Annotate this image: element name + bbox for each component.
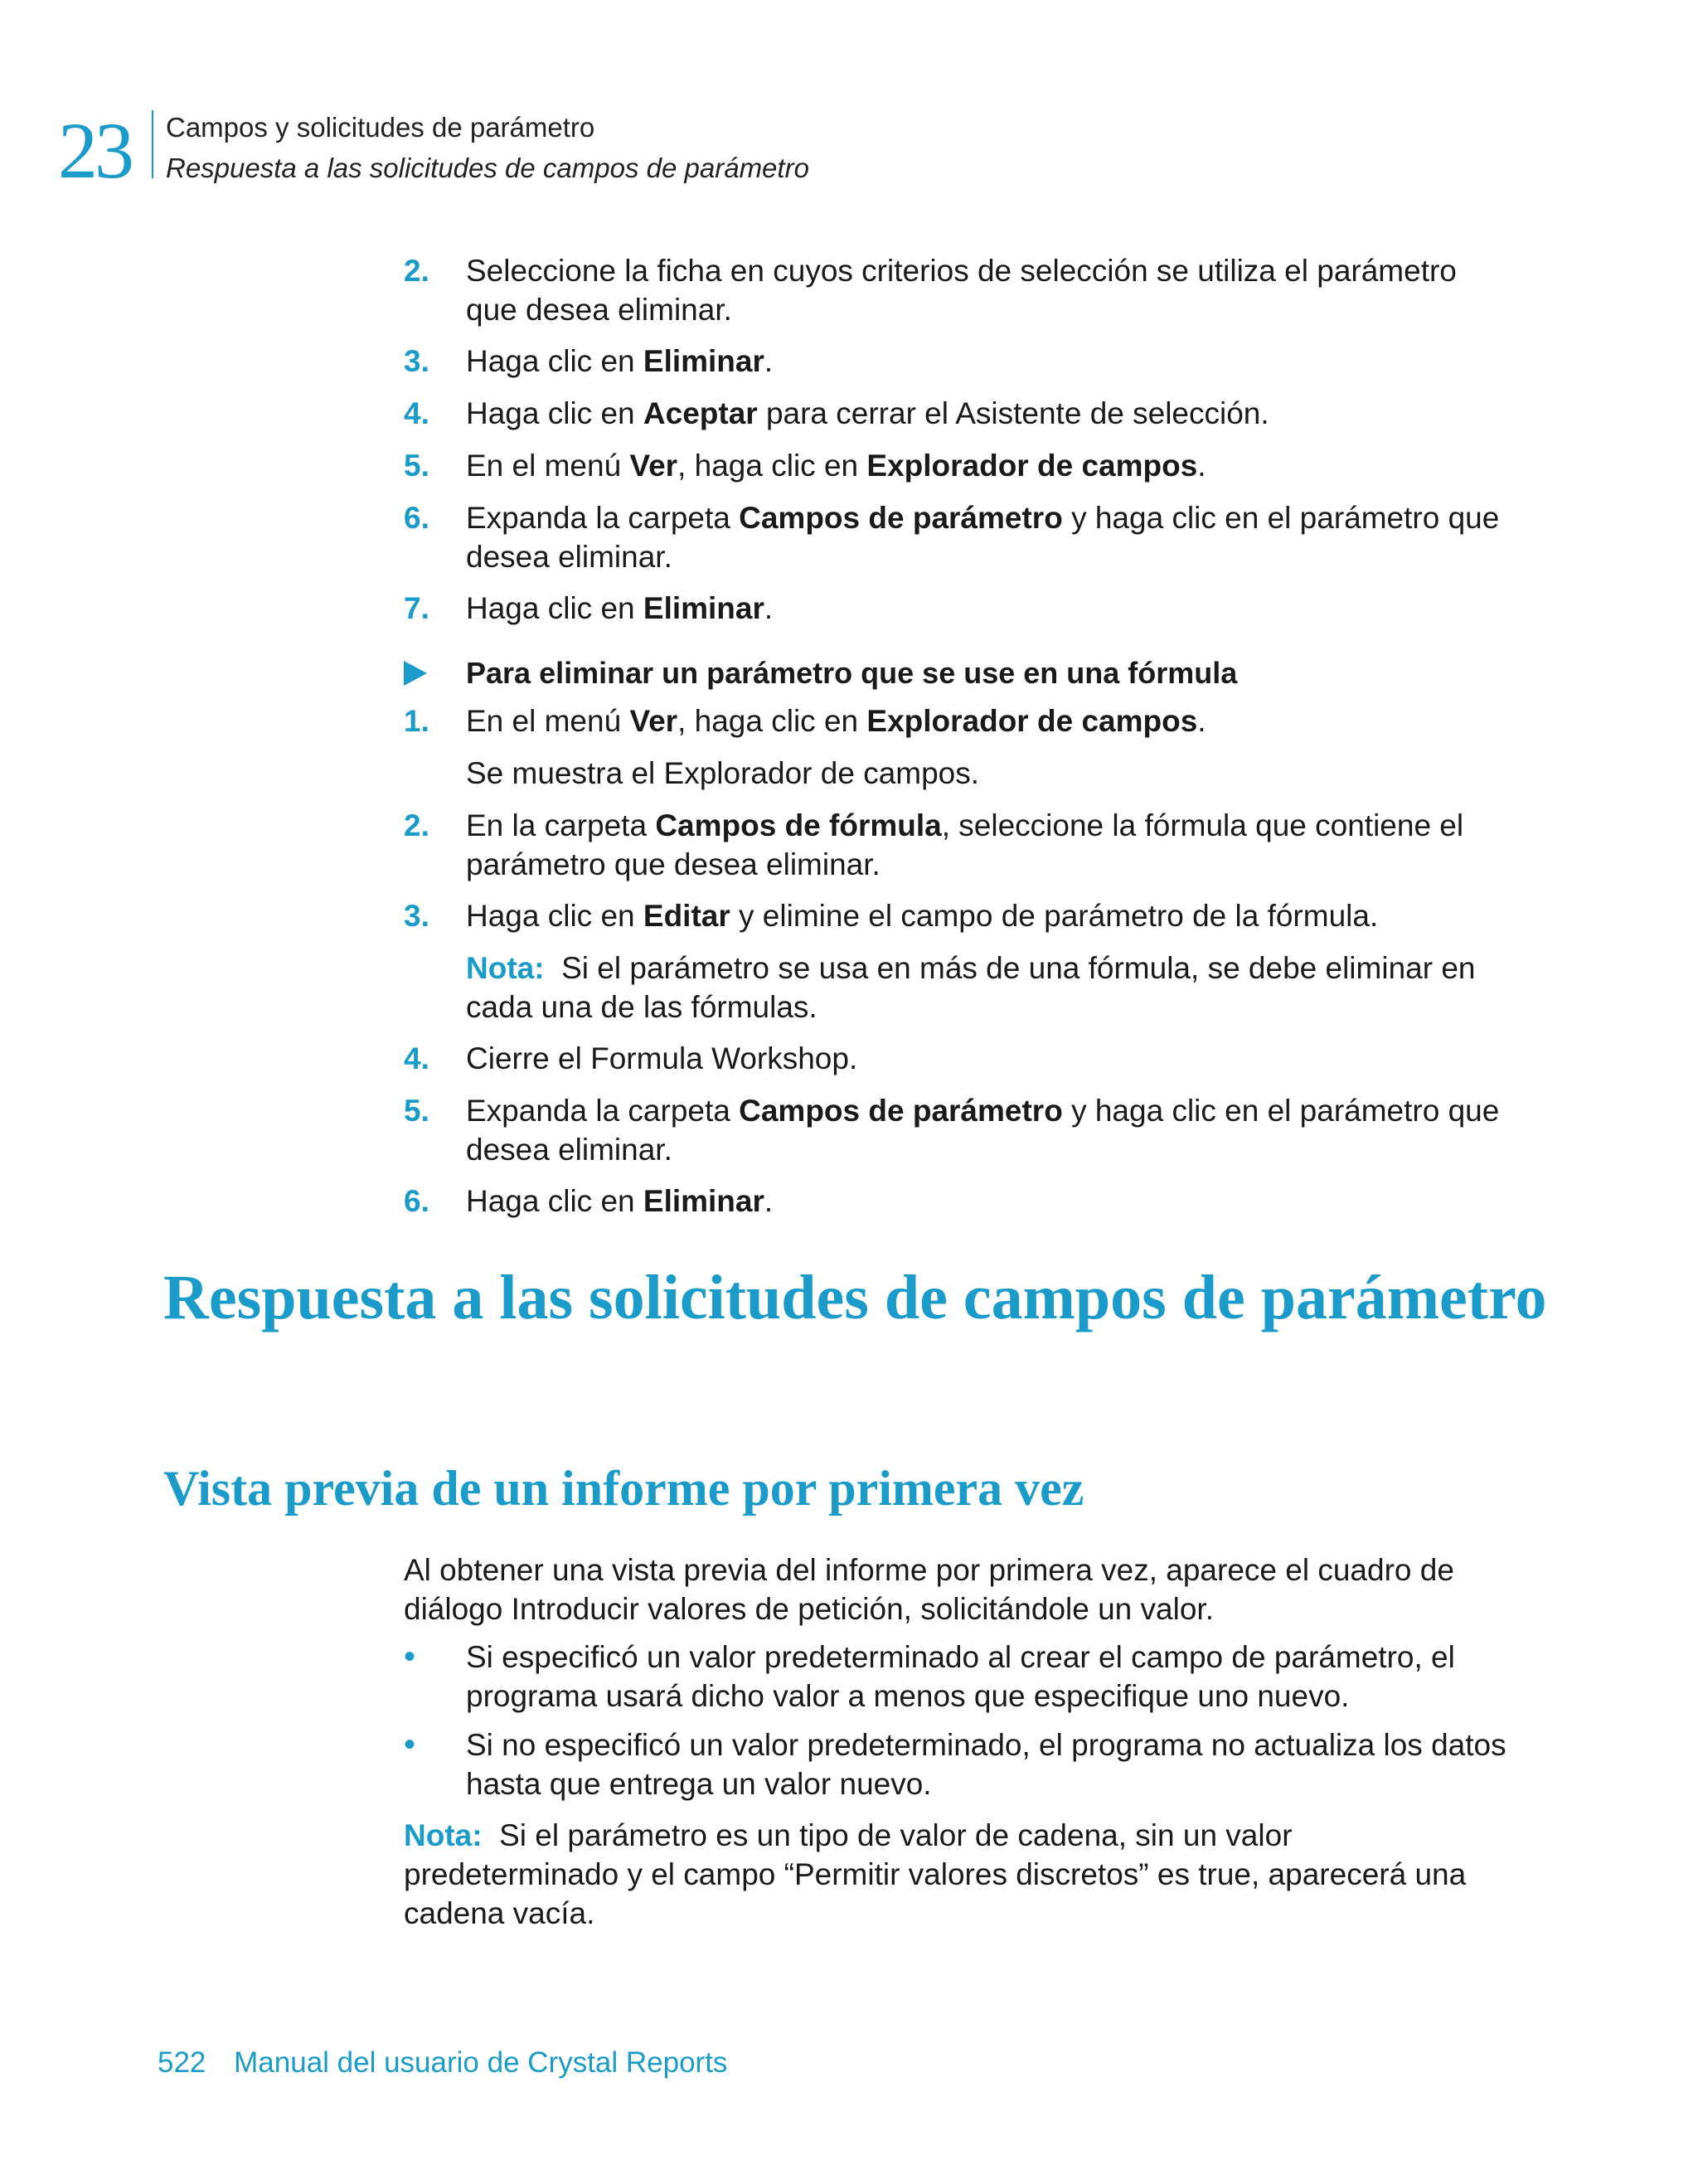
step-text: En el menú Ver, haga clic en Explorador de campos. bbox=[466, 449, 1206, 483]
bullet-item bbox=[404, 1638, 1506, 1716]
step-number: 4. bbox=[404, 1041, 429, 1075]
list-a-step bbox=[404, 589, 1506, 628]
chapter-number: 23 bbox=[58, 106, 131, 195]
ui-term: Campos de parámetro bbox=[739, 501, 1063, 535]
step-number: 5. bbox=[404, 449, 429, 483]
ui-term: Eliminar bbox=[643, 1184, 764, 1218]
ui-term: Eliminar bbox=[643, 344, 764, 378]
step-text: Expanda la carpeta Campos de parámetro y haga clic en el parámetro que desea eliminar. bbox=[466, 1094, 1500, 1167]
step-number: 1. bbox=[404, 704, 429, 738]
note-label: Nota: bbox=[404, 1818, 483, 1852]
list-b-step bbox=[404, 1039, 1506, 1078]
step-text: En la carpeta Campos de fórmula, seleccione la fórmula que contiene el parámetro que desea eliminar. bbox=[466, 808, 1464, 881]
section-running-title: Respuesta a las solicitudes de campos de parámetro bbox=[166, 153, 809, 183]
step-number: 2. bbox=[404, 808, 429, 842]
list-a-step bbox=[404, 446, 1506, 485]
step-text: Haga clic en Eliminar. bbox=[466, 591, 774, 625]
chapter-title: Campos y solicitudes de parámetro bbox=[166, 112, 595, 143]
step-number: 6. bbox=[404, 1184, 429, 1218]
section-heading: Respuesta a las solicitudes de campos de parámetro bbox=[163, 1263, 1547, 1332]
list-a-step bbox=[404, 342, 1506, 381]
step-number: 7. bbox=[404, 591, 429, 625]
note-label: Nota: bbox=[466, 951, 545, 985]
step-text: En el menú Ver, haga clic en Explorador de campos. bbox=[466, 704, 1206, 738]
step-text: Haga clic en Aceptar para cerrar el Asistente de selección. bbox=[466, 396, 1269, 430]
step-text: Seleccione la ficha en cuyos criterios de selección se utiliza el parámetro que desea eliminar. bbox=[466, 254, 1457, 327]
intro-paragraph: Al obtener una vista previa del informe por primera vez, aparece el cuadro de diálogo Introducir valores de petición, solicitándole un valor. bbox=[404, 1553, 1454, 1626]
step-text: Haga clic en Eliminar. bbox=[466, 344, 774, 378]
step-number: 3. bbox=[404, 899, 429, 933]
bullet-icon: • bbox=[404, 1638, 416, 1675]
ui-term: Explorador de campos bbox=[866, 449, 1198, 483]
page-number: 522 bbox=[158, 2046, 206, 2079]
page-footer bbox=[158, 2044, 727, 2081]
ui-term: Eliminar bbox=[643, 591, 764, 625]
list-b-step bbox=[404, 806, 1506, 884]
step-text: Haga clic en Editar y elimine el campo de parámetro de la fórmula. bbox=[466, 899, 1379, 933]
list-a-step bbox=[404, 498, 1506, 576]
ui-term: Explorador de campos bbox=[866, 704, 1198, 738]
ui-term: Aceptar bbox=[643, 396, 758, 430]
ui-term: Editar bbox=[643, 899, 730, 933]
list-b-step bbox=[404, 896, 1506, 935]
step-number: 2. bbox=[404, 254, 429, 288]
book-title: Manual del usuario de Crystal Reports bbox=[234, 2046, 728, 2079]
list-b-step bbox=[404, 701, 1506, 740]
note-text: Si el parámetro es un tipo de valor de cadena, sin un valor predeterminado y el campo “Permitir valores discretos” es true, aparecerá una cadena vacía. bbox=[404, 1818, 1467, 1930]
step-number: 6. bbox=[404, 501, 429, 535]
section-note bbox=[404, 1816, 1506, 1933]
ui-term: Campos de fórmula bbox=[655, 808, 942, 842]
list-a-step bbox=[404, 251, 1506, 329]
list-a-step bbox=[404, 394, 1506, 433]
ui-term: Campos de parámetro bbox=[739, 1094, 1063, 1128]
subsection-heading: Vista previa de un informe por primera vez bbox=[163, 1461, 1084, 1516]
procedure-arrow-icon bbox=[404, 661, 427, 686]
note-text: Si el parámetro se usa en más de una fórmula, se debe eliminar en cada una de las fórmulas. bbox=[466, 951, 1476, 1024]
step-number: 3. bbox=[404, 344, 429, 378]
step-number: 5. bbox=[404, 1094, 429, 1128]
ui-term: Ver bbox=[629, 449, 678, 483]
bullet-icon: • bbox=[404, 1726, 416, 1763]
ui-term: Ver bbox=[629, 704, 678, 738]
step-text: Cierre el Formula Workshop. bbox=[466, 1041, 858, 1075]
step-result: Se muestra el Explorador de campos. bbox=[466, 756, 980, 790]
list-b-step bbox=[404, 1182, 1506, 1221]
step-text: Haga clic en Eliminar. bbox=[466, 1184, 774, 1218]
step-note bbox=[466, 949, 1511, 1026]
procedure-heading bbox=[404, 653, 1237, 692]
procedure-heading-text: Para eliminar un parámetro que se use en una fórmula bbox=[466, 656, 1238, 690]
step-number: 4. bbox=[404, 396, 429, 430]
chapter-divider bbox=[152, 110, 153, 178]
list-b-step bbox=[404, 1091, 1506, 1169]
bullet-text: Si no especificó un valor predeterminado, el programa no actualiza los datos hasta que entrega un valor nuevo. bbox=[466, 1728, 1506, 1801]
bullet-text: Si especificó un valor predeterminado al crear el campo de parámetro, el programa usará dicho valor a menos que especifique uno nuevo. bbox=[466, 1640, 1455, 1713]
bullet-item bbox=[404, 1725, 1506, 1803]
step-text: Expanda la carpeta Campos de parámetro y haga clic en el parámetro que desea eliminar. bbox=[466, 501, 1500, 574]
